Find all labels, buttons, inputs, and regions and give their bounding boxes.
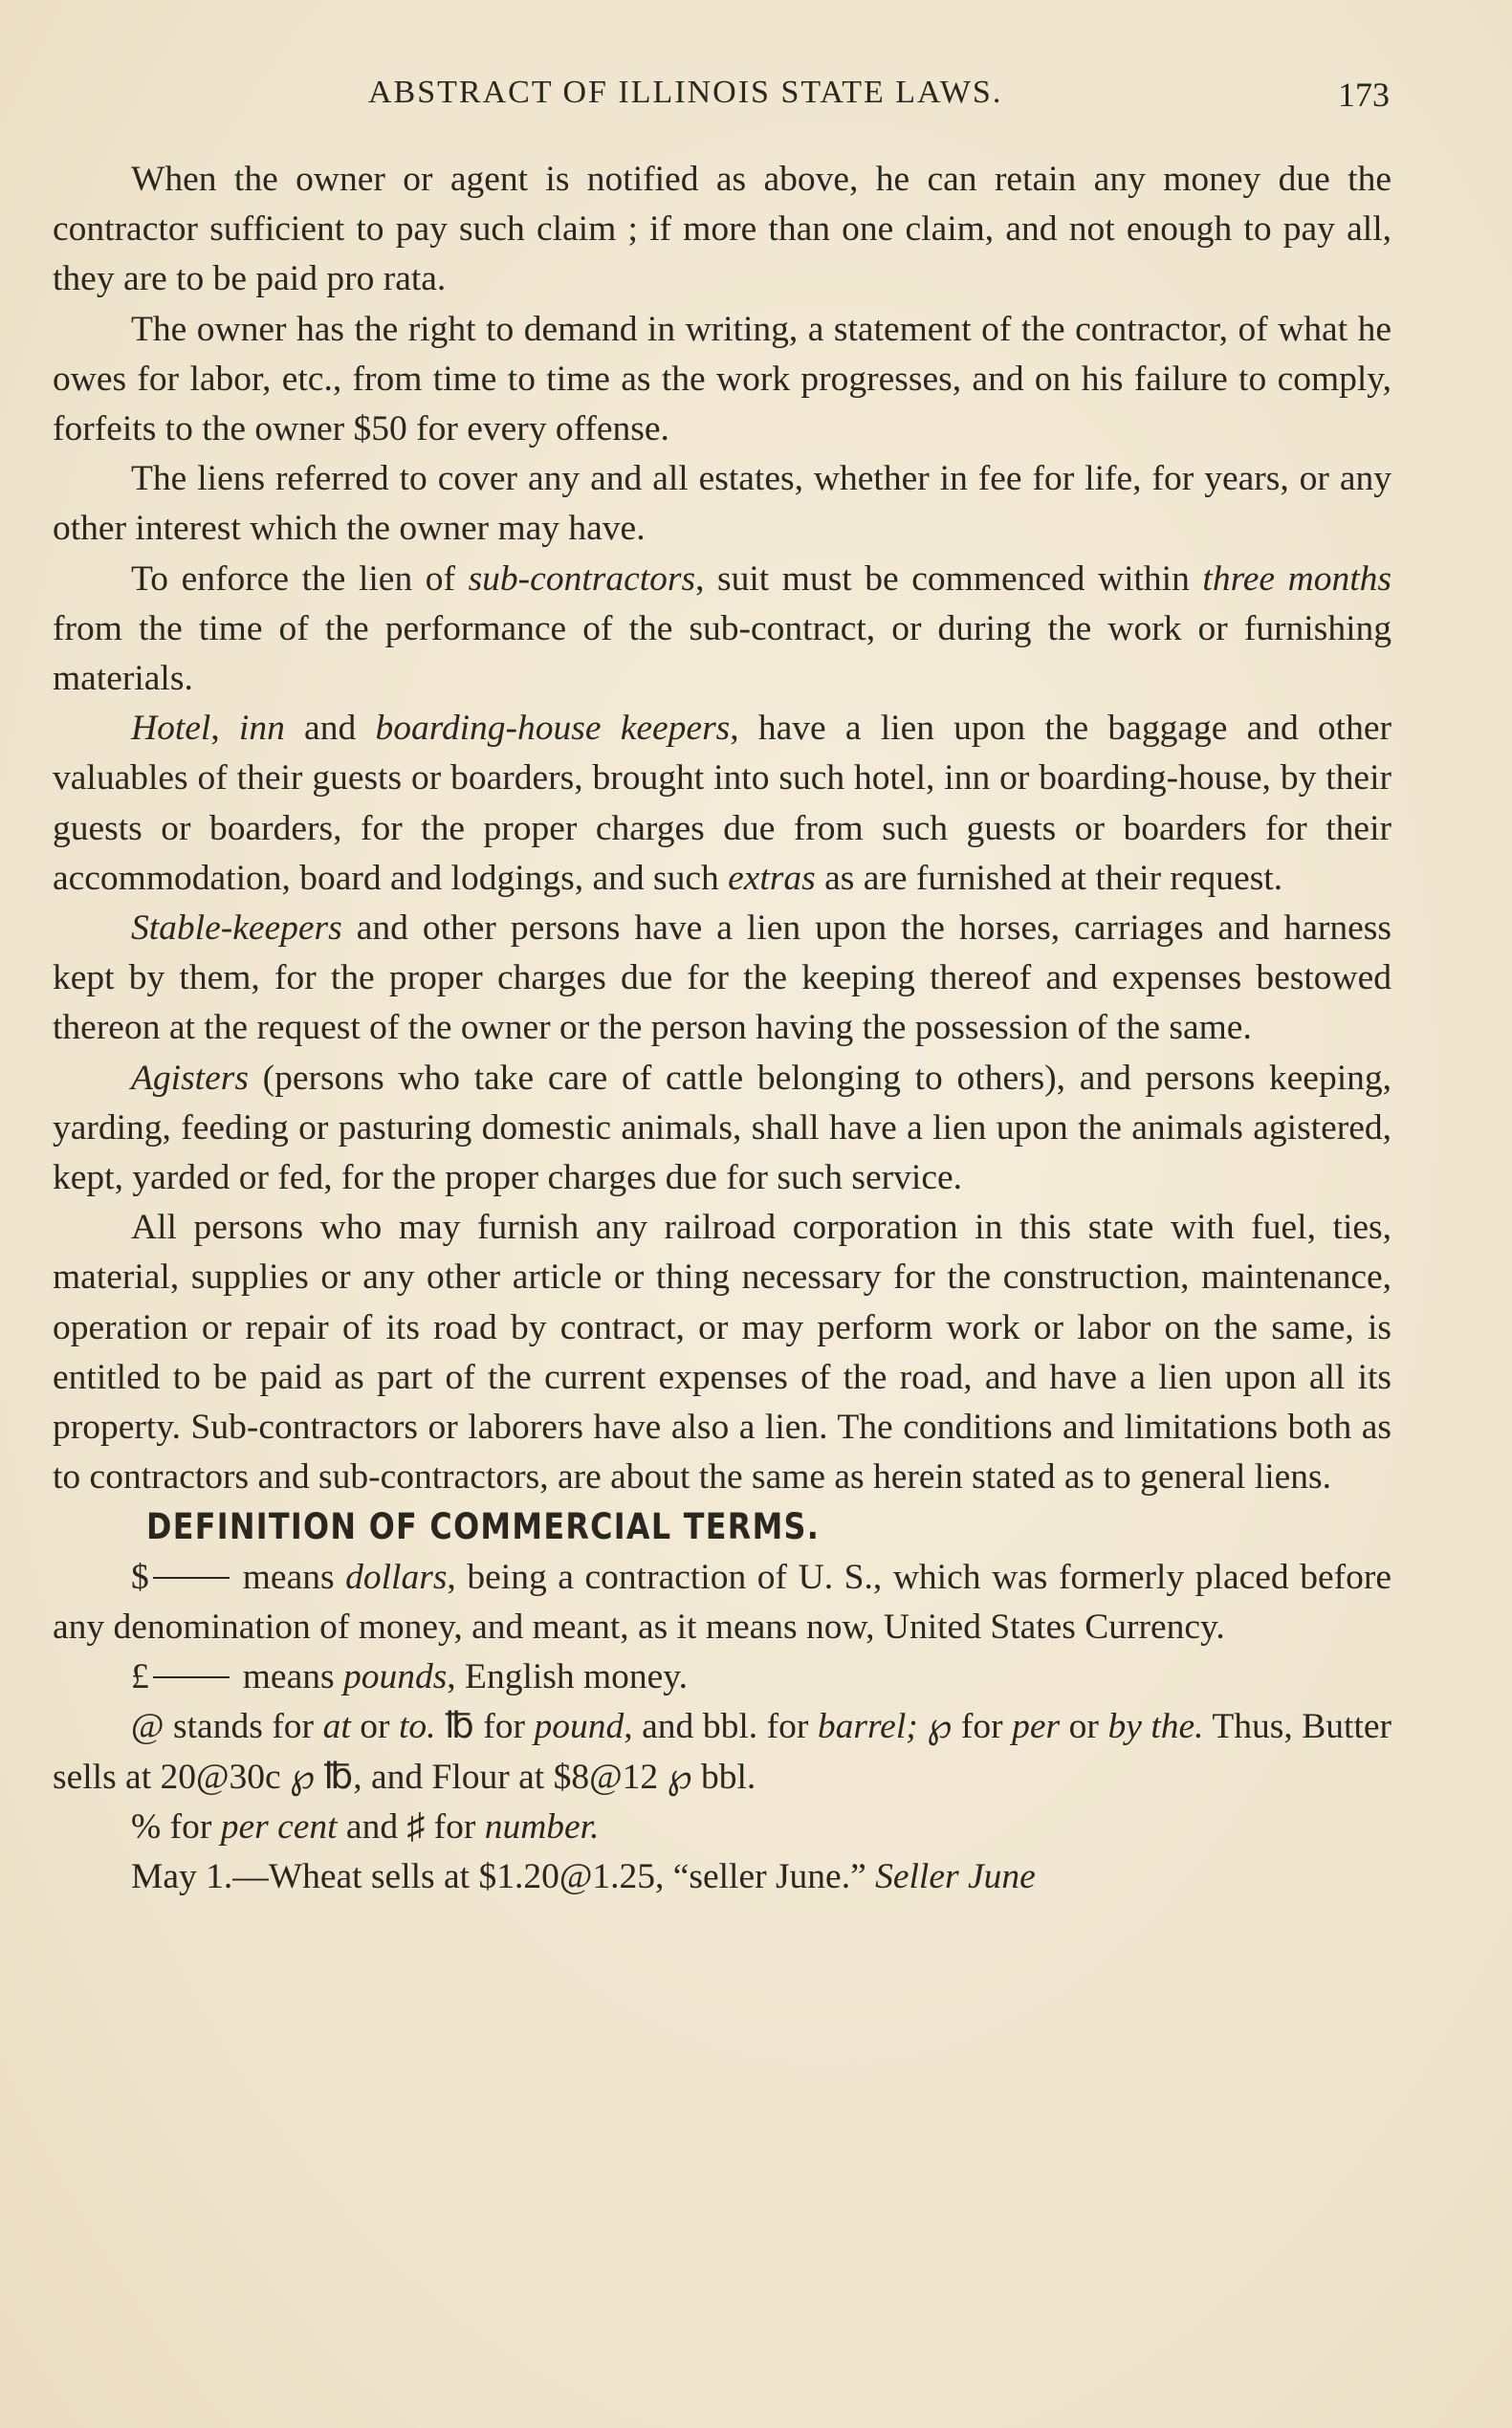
running-header: [0, 75, 1512, 122]
page-body: [53, 155, 1391, 1902]
definition-dollars: $ means dollars, being a contraction of U. S., which was formerly placed before any denomination of money, and meant, as it means now, United States Currency.: [53, 1557, 1391, 1647]
paragraph-railroad: All persons who may furnish any railroad corporation in this state with fuel, ties, material, supplies or any other article or thing necessary for the construction, maintenance, operation or repair of its road by contract, or may perform work or labor on the same, is entitled to be paid as part of the current expenses of the road, and have a lien upon all its property. Sub-contractors or laborers have also a lien. The conditions and limitations both as to contractors and sub-contractors, are about the same as herein stated as to general liens.: [53, 1208, 1391, 1498]
paragraph-owner-demand: The owner has the right to demand in writing, a statement of the contractor, of what he owes for labor, etc., from time to time as the work progresses, and on his failure to comply, forfeits to the owner $50 for every offense.: [53, 309, 1391, 449]
dash-rule: [153, 1577, 230, 1579]
paragraph-hotel-keepers: Hotel, inn and boarding-house keepers, have a lien upon the baggage and other valuables of their guests or boarders, brought into such hotel, inn or boarding-house, by their guests or boarders, for the proper charges due from such guests or boarders for their accommodation, board and lodgings, and such extras as are furnished at their request.: [53, 709, 1391, 898]
paragraph-agisters: Agisters (persons who take care of cattle belonging to others), and persons keeping, yarding, feeding or pasturing domestic animals, shall have a lien upon the animals agistered, kept, yarded or fed, for the proper charges due for such service.: [53, 1058, 1391, 1198]
paragraph-sub-contractors: To enforce the lien of sub-contractors, suit must be commenced within three months from the time of the performance of the sub-contract, or during the work or furnishing materials.: [53, 558, 1391, 699]
paragraph-stable-keepers: Stable-keepers and other persons have a lien upon the horses, carriages and harness kept by them, for the proper charges due for the keeping thereof and expenses bestowed thereon at the request of the owner or the person having the possession of the same.: [53, 908, 1391, 1048]
paragraph-owner-retain: When the owner or agent is notified as above, he can retain any money due the contractor sufficient to pay such claim ; if more than one claim, and not enough to pay all, they are to be paid pro rata.: [53, 160, 1391, 299]
dash-rule: [153, 1676, 230, 1678]
definition-seller-june: May 1.—Wheat sells at $1.20@1.25, “seller June.” Seller June: [131, 1856, 1036, 1896]
definition-pounds: £ means pounds, English money.: [131, 1657, 688, 1697]
definition-at-symbol: @ stands for at or to. ℔ for pound, and bbl. for barrel; ℘ for per or by the. Thus, Butter sells at 20@30c ℘ ℔, and Flour at $8@12 ℘ bbl.: [53, 1707, 1392, 1797]
definition-percent: % for per cent and ♯ for number.: [131, 1806, 600, 1847]
page-number: 173: [1338, 76, 1390, 114]
section-heading: DEFINITION OF COMMERCIAL TERMS.: [146, 1506, 821, 1548]
paragraph-liens-cover: The liens referred to cover any and all estates, whether in fee for life, for years, or any other interest which the owner may have.: [53, 459, 1391, 549]
running-title: ABSTRACT OF ILLINOIS STATE LAWS.: [368, 75, 1003, 110]
